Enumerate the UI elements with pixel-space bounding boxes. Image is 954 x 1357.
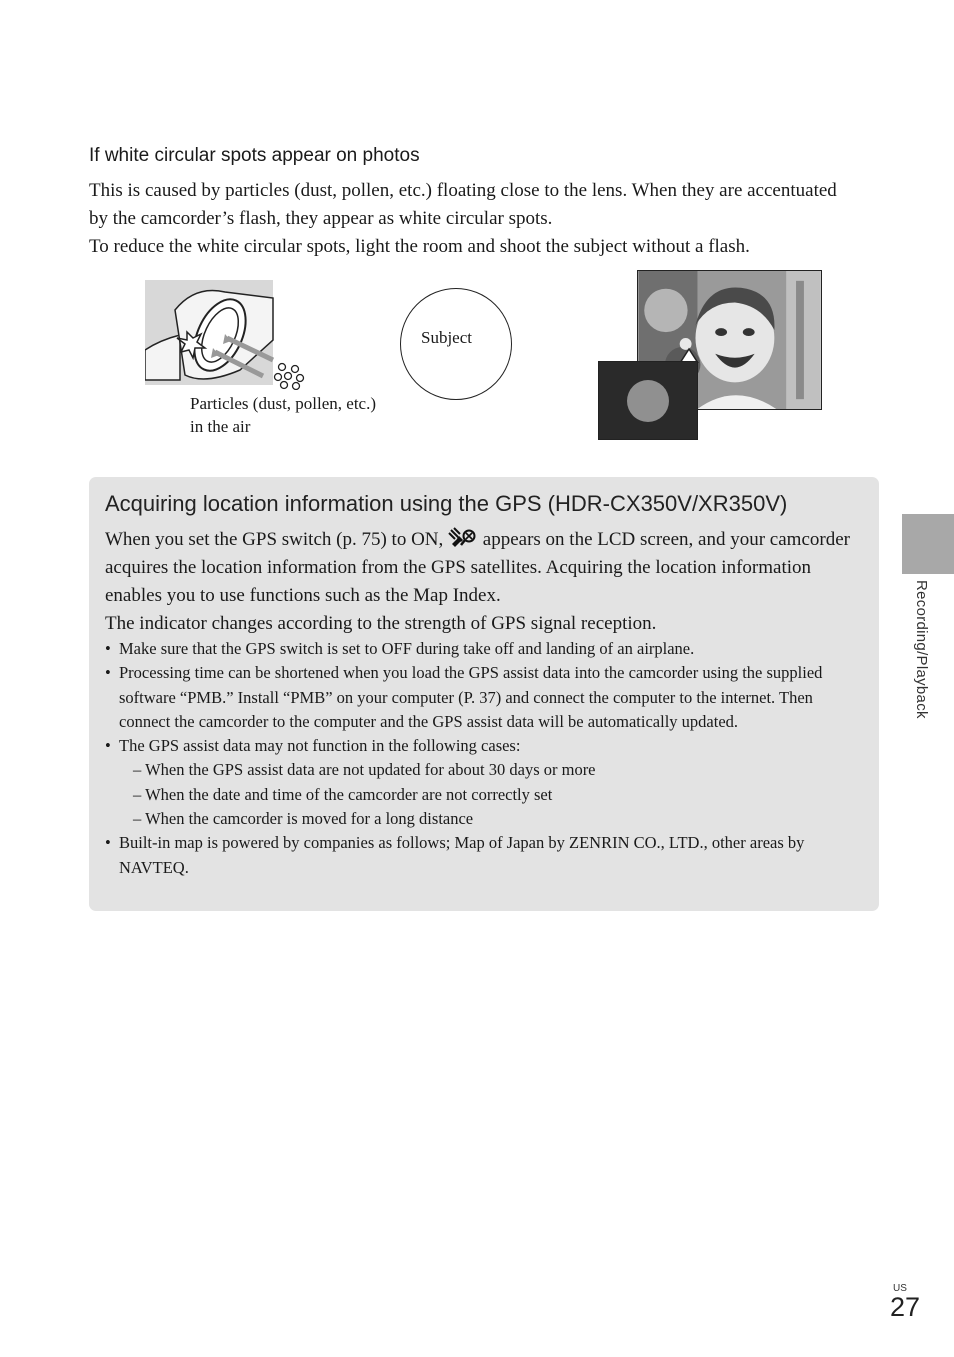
note-text: The GPS assist data may not function in the following cases: (119, 736, 521, 756)
bullet: • (105, 833, 111, 853)
note-text: Make sure that the GPS switch is set to OFF during take off and landing of an airplane. (119, 639, 695, 658)
bullet: • (105, 663, 111, 683)
gps-intro (105, 526, 865, 638)
list-item (105, 637, 860, 661)
case-item: – When the date and time of the camcorder are not correctly set (133, 784, 553, 804)
case-item: – When the camcorder is moved for a long distance (133, 809, 474, 829)
particles-icon (272, 362, 308, 390)
page-region-label: US (893, 1283, 907, 1294)
case-item: – When the GPS assist data are not updated for about 30 days or more (133, 760, 596, 780)
section-tab-marker (902, 514, 954, 574)
intro-paragraph-2: To reduce the white circular spots, light the room and shoot the subject without a flash. (89, 236, 750, 257)
gps-intro-paragraph (105, 526, 865, 610)
gps-intro-after-icon: appears on the LCD screen, and your camcorder acquires the location information from the GPS satellites. Acquiring the location information enables you to use functions such as the Map Index. (105, 529, 850, 606)
camcorder-lens-illustration (145, 280, 275, 385)
gps-notes-list (105, 637, 860, 880)
white-circular-spot (627, 380, 669, 422)
spot-closeup-inset (598, 361, 698, 440)
list-item (105, 734, 860, 831)
particles-caption (190, 392, 430, 438)
page-number: 27 (890, 1292, 921, 1322)
list-item (105, 661, 860, 734)
note-text: Processing time can be shortened when you load the GPS assist data into the camcorder using the supplied software “PMB.” Install “PMB” on your computer (P. 37) and connect the computer to the internet. Then connect the camcorder to the computer and the GPS assist data will be automatically updated. (119, 663, 823, 731)
particles-caption-line-2: in the air (190, 417, 251, 436)
list-item (105, 831, 860, 880)
gps-cases-list (119, 758, 860, 831)
section-heading: If white circular spots appear on photos (89, 145, 420, 166)
bullet: • (105, 736, 111, 756)
section-tab-label: Recording/Playback (913, 580, 930, 719)
intro-paragraph-1: This is caused by particles (dust, pollen, etc.) floating close to the lens. When they are accentuated by the camcorder’s flash, they appear as white circular spots. (89, 180, 837, 229)
particles-caption-line-1: Particles (dust, pollen, etc.) (190, 394, 377, 413)
gps-searching-icon (448, 527, 478, 547)
bullet: • (105, 639, 111, 658)
gps-heading: Acquiring location information using the GPS (HDR-CX350V/XR350V) (105, 491, 788, 516)
illustration (140, 270, 840, 450)
note-text: Built-in map is powered by companies as follows; Map of Japan by ZENRIN CO., LTD., other areas by NAVTEQ. (119, 833, 805, 877)
subject-label: Subject (421, 328, 472, 347)
gps-indicator-note: The indicator changes according to the strength of GPS signal reception. (105, 613, 657, 634)
intro-text (89, 177, 849, 261)
gps-intro-before-icon: When you set the GPS switch (p. 75) to ON, (105, 529, 449, 550)
